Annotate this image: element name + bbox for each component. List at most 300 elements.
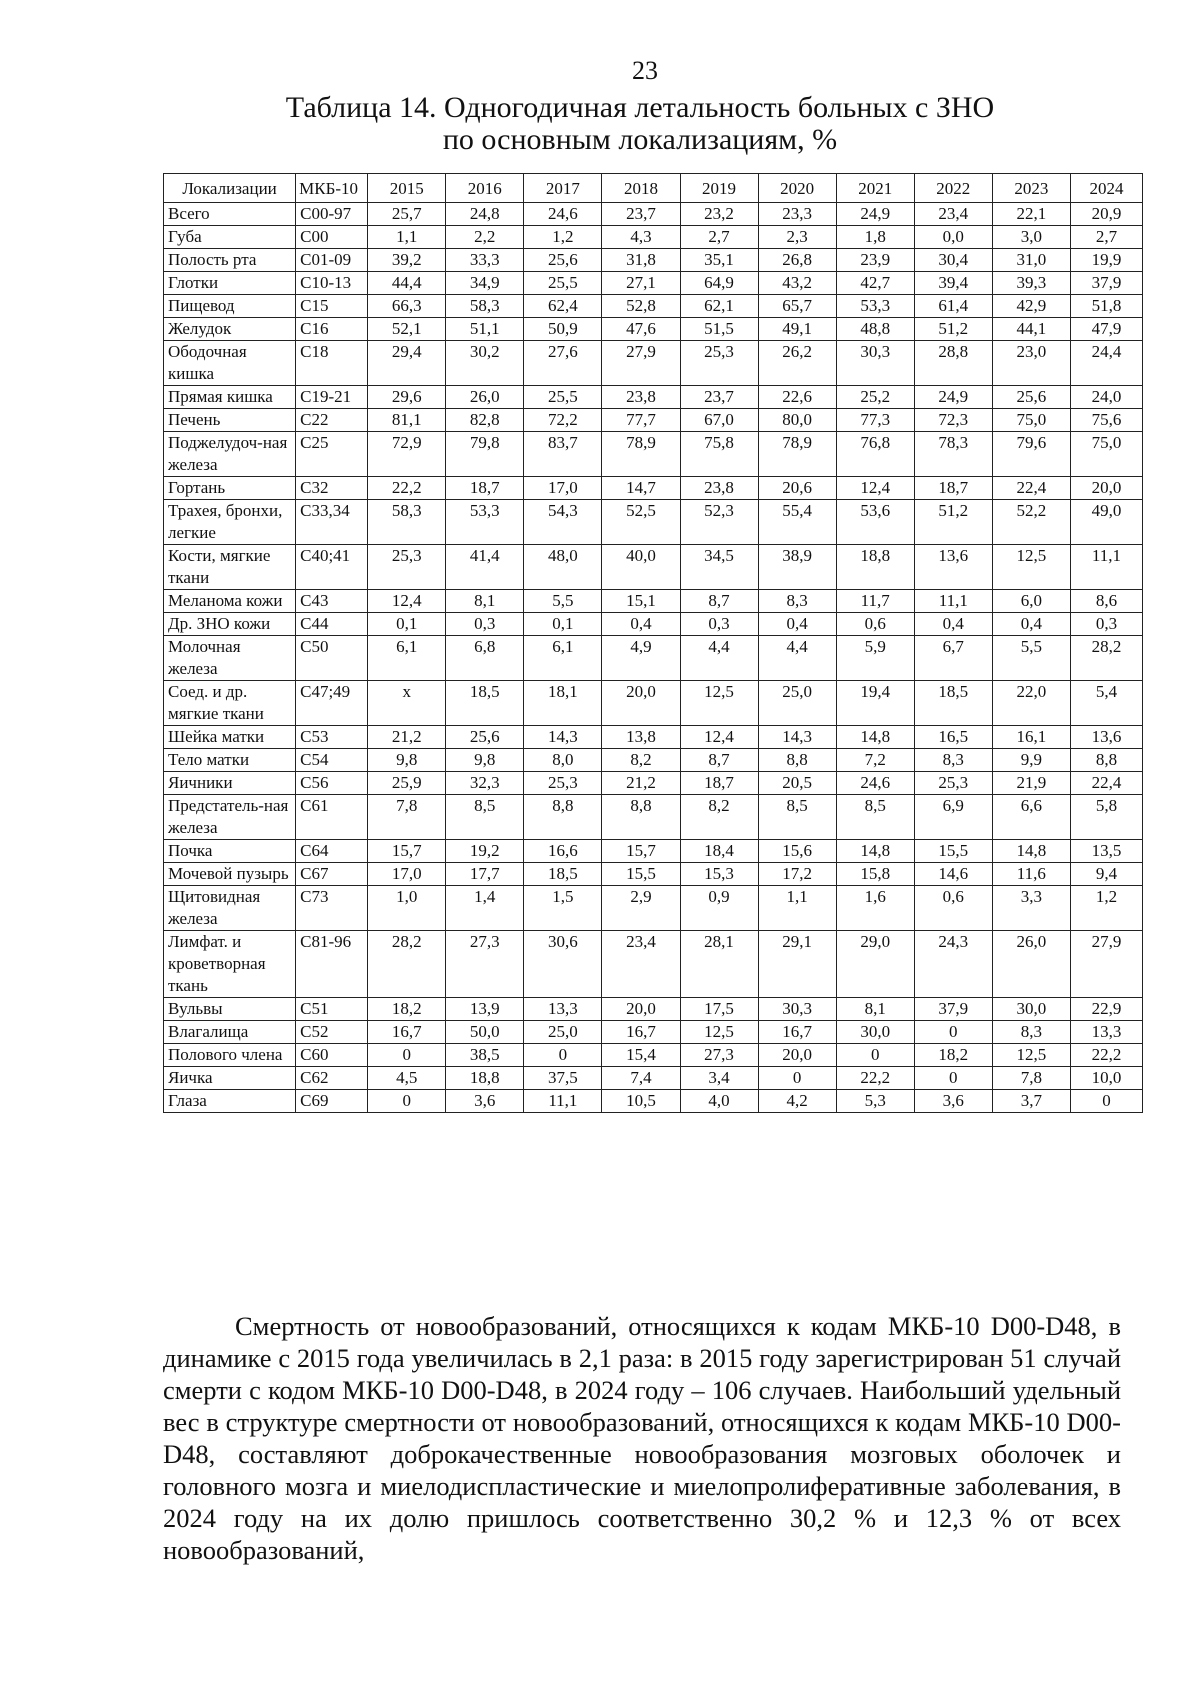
cell-icd: С69 <box>296 1090 368 1113</box>
cell-value: 0,3 <box>446 613 524 636</box>
cell-icd: С00 <box>296 226 368 249</box>
cell-value: 0,4 <box>992 613 1070 636</box>
cell-value: 43,2 <box>758 272 836 295</box>
cell-value: 55,4 <box>758 500 836 545</box>
cell-value: 75,6 <box>1070 409 1142 432</box>
cell-value: 52,5 <box>602 500 680 545</box>
cell-value: 20,9 <box>1070 203 1142 226</box>
cell-value: 51,1 <box>446 318 524 341</box>
header-year: 2015 <box>368 174 446 203</box>
cell-value: 27,9 <box>602 341 680 386</box>
cell-localization: Губа <box>164 226 296 249</box>
cell-value: 16,7 <box>758 1021 836 1044</box>
cell-value: 6,9 <box>914 795 992 840</box>
header-year: 2019 <box>680 174 758 203</box>
cell-value: 18,8 <box>836 545 914 590</box>
cell-icd: С64 <box>296 840 368 863</box>
cell-value: 13,3 <box>524 998 602 1021</box>
cell-value: 30,4 <box>914 249 992 272</box>
header-year: 2022 <box>914 174 992 203</box>
cell-icd: С15 <box>296 295 368 318</box>
cell-localization: Глотки <box>164 272 296 295</box>
cell-value: 81,1 <box>368 409 446 432</box>
cell-value: 0 <box>368 1044 446 1067</box>
cell-value: 13,6 <box>1070 726 1142 749</box>
cell-value: 12,4 <box>836 477 914 500</box>
cell-value: 42,7 <box>836 272 914 295</box>
table-row <box>164 636 1143 681</box>
cell-value: 30,2 <box>446 341 524 386</box>
cell-value: 79,6 <box>992 432 1070 477</box>
cell-icd: С40;41 <box>296 545 368 590</box>
cell-value: 25,5 <box>524 386 602 409</box>
header-year: 2021 <box>836 174 914 203</box>
cell-value: 14,3 <box>524 726 602 749</box>
cell-value: 14,6 <box>914 863 992 886</box>
cell-value: 9,4 <box>1070 863 1142 886</box>
page-number: 23 <box>632 56 658 85</box>
cell-value: 1,2 <box>1070 886 1142 931</box>
cell-value: 12,5 <box>680 1021 758 1044</box>
cell-localization: Ободочная кишка <box>164 341 296 386</box>
cell-value: 22,9 <box>1070 998 1142 1021</box>
cell-value: 8,8 <box>602 795 680 840</box>
cell-localization: Пищевод <box>164 295 296 318</box>
cell-value: 22,0 <box>992 681 1070 726</box>
cell-value: 5,3 <box>836 1090 914 1113</box>
cell-value: 27,6 <box>524 341 602 386</box>
cell-value: 54,3 <box>524 500 602 545</box>
cell-value: 8,6 <box>1070 590 1142 613</box>
cell-value: 6,8 <box>446 636 524 681</box>
cell-icd: С67 <box>296 863 368 886</box>
cell-icd: С19-21 <box>296 386 368 409</box>
cell-value: 26,0 <box>446 386 524 409</box>
cell-icd: С44 <box>296 613 368 636</box>
cell-value: 39,4 <box>914 272 992 295</box>
cell-value: 16,7 <box>602 1021 680 1044</box>
cell-value: 3,7 <box>992 1090 1070 1113</box>
table-row <box>164 203 1143 226</box>
table-body <box>164 203 1143 1113</box>
cell-value: 16,7 <box>368 1021 446 1044</box>
cell-value: 8,5 <box>446 795 524 840</box>
table-row <box>164 772 1143 795</box>
cell-value: 22,2 <box>1070 1044 1142 1067</box>
cell-value: 1,8 <box>836 226 914 249</box>
cell-value: 39,2 <box>368 249 446 272</box>
cell-value: 0 <box>914 1067 992 1090</box>
header-row <box>164 174 1143 203</box>
cell-localization: Гортань <box>164 477 296 500</box>
cell-value: 29,1 <box>758 931 836 998</box>
header-year: 2018 <box>602 174 680 203</box>
cell-value: 23,7 <box>602 203 680 226</box>
table-row <box>164 863 1143 886</box>
cell-value: 2,3 <box>758 226 836 249</box>
cell-value: 11,6 <box>992 863 1070 886</box>
cell-value: 48,8 <box>836 318 914 341</box>
cell-value: 3,0 <box>992 226 1070 249</box>
cell-value: 51,5 <box>680 318 758 341</box>
cell-value: 24,9 <box>914 386 992 409</box>
cell-value: 9,9 <box>992 749 1070 772</box>
cell-value: 12,4 <box>368 590 446 613</box>
cell-value: 13,6 <box>914 545 992 590</box>
cell-value: 24,6 <box>836 772 914 795</box>
cell-value: 30,0 <box>836 1021 914 1044</box>
cell-icd: С33,34 <box>296 500 368 545</box>
cell-value: 2,9 <box>602 886 680 931</box>
cell-value: 17,0 <box>368 863 446 886</box>
cell-localization: Молочная железа <box>164 636 296 681</box>
cell-value: 15,7 <box>368 840 446 863</box>
cell-localization: Яичники <box>164 772 296 795</box>
table-row <box>164 726 1143 749</box>
cell-value: 15,5 <box>914 840 992 863</box>
cell-value: 5,5 <box>524 590 602 613</box>
cell-value: 79,8 <box>446 432 524 477</box>
cell-value: 25,3 <box>524 772 602 795</box>
cell-value: 0 <box>914 1021 992 1044</box>
table-row <box>164 590 1143 613</box>
cell-value: 4,5 <box>368 1067 446 1090</box>
cell-value: 16,1 <box>992 726 1070 749</box>
cell-value: 23,4 <box>602 931 680 998</box>
cell-value: 25,2 <box>836 386 914 409</box>
cell-value: 47,6 <box>602 318 680 341</box>
cell-value: 25,7 <box>368 203 446 226</box>
cell-value: 3,3 <box>992 886 1070 931</box>
cell-value: 28,2 <box>1070 636 1142 681</box>
cell-value: 20,5 <box>758 772 836 795</box>
cell-icd: С53 <box>296 726 368 749</box>
cell-value: 0,4 <box>602 613 680 636</box>
cell-value: 25,6 <box>992 386 1070 409</box>
cell-value: 0,1 <box>368 613 446 636</box>
cell-value: 31,8 <box>602 249 680 272</box>
cell-value: 29,0 <box>836 931 914 998</box>
cell-value: 3,6 <box>914 1090 992 1113</box>
header-icd: МКБ-10 <box>296 174 368 203</box>
cell-localization: Полость рта <box>164 249 296 272</box>
cell-value: 65,7 <box>758 295 836 318</box>
cell-value: 25,3 <box>680 341 758 386</box>
table-row <box>164 226 1143 249</box>
header-localization: Локализации <box>164 174 296 203</box>
cell-value: 23,7 <box>680 386 758 409</box>
cell-value: 72,3 <box>914 409 992 432</box>
table-row <box>164 432 1143 477</box>
cell-value: 42,9 <box>992 295 1070 318</box>
cell-value: 17,7 <box>446 863 524 886</box>
cell-value: 4,4 <box>680 636 758 681</box>
cell-value: 7,4 <box>602 1067 680 1090</box>
cell-localization: Предстатель-ная железа <box>164 795 296 840</box>
cell-value: 25,0 <box>524 1021 602 1044</box>
cell-value: 1,1 <box>758 886 836 931</box>
cell-value: 37,5 <box>524 1067 602 1090</box>
cell-value: 4,3 <box>602 226 680 249</box>
cell-value: 0 <box>836 1044 914 1067</box>
cell-value: 34,5 <box>680 545 758 590</box>
cell-value: 24,9 <box>836 203 914 226</box>
cell-value: 15,6 <box>758 840 836 863</box>
cell-value: 13,9 <box>446 998 524 1021</box>
cell-localization: Яичка <box>164 1067 296 1090</box>
cell-value: 18,2 <box>368 998 446 1021</box>
table-row <box>164 545 1143 590</box>
cell-value: 18,7 <box>914 477 992 500</box>
cell-value: 27,3 <box>446 931 524 998</box>
cell-value: 26,2 <box>758 341 836 386</box>
cell-value: 23,3 <box>758 203 836 226</box>
cell-value: 20,0 <box>1070 477 1142 500</box>
cell-value: 5,5 <box>992 636 1070 681</box>
cell-icd: С61 <box>296 795 368 840</box>
cell-value: 23,0 <box>992 341 1070 386</box>
cell-value: 15,3 <box>680 863 758 886</box>
cell-icd: С25 <box>296 432 368 477</box>
cell-value: 35,1 <box>680 249 758 272</box>
cell-localization: Почка <box>164 840 296 863</box>
cell-value: 19,2 <box>446 840 524 863</box>
cell-value: 78,9 <box>602 432 680 477</box>
table-row <box>164 1067 1143 1090</box>
cell-value: 3,4 <box>680 1067 758 1090</box>
cell-value: 22,4 <box>992 477 1070 500</box>
cell-value: 72,9 <box>368 432 446 477</box>
table-title-line-2: по основным локализациям, % <box>442 123 838 156</box>
cell-value: 51,2 <box>914 500 992 545</box>
cell-value: 1,0 <box>368 886 446 931</box>
cell-value: 62,4 <box>524 295 602 318</box>
cell-value: 58,3 <box>446 295 524 318</box>
cell-value: 1,1 <box>368 226 446 249</box>
table-row <box>164 477 1143 500</box>
cell-value: 12,5 <box>680 681 758 726</box>
cell-value: 27,9 <box>1070 931 1142 998</box>
cell-value: 20,0 <box>602 998 680 1021</box>
cell-value: 25,6 <box>524 249 602 272</box>
cell-value: 50,9 <box>524 318 602 341</box>
cell-value: 30,3 <box>758 998 836 1021</box>
cell-value: х <box>368 681 446 726</box>
cell-value: 44,1 <box>992 318 1070 341</box>
cell-value: 52,2 <box>992 500 1070 545</box>
cell-value: 8,3 <box>992 1021 1070 1044</box>
cell-value: 29,4 <box>368 341 446 386</box>
cell-value: 0,6 <box>836 613 914 636</box>
cell-localization: Желудок <box>164 318 296 341</box>
cell-value: 8,2 <box>602 749 680 772</box>
cell-localization: Др. ЗНО кожи <box>164 613 296 636</box>
table-title-line-1: Таблица 14. Одногодичная летальность больных с ЗНО <box>285 91 995 124</box>
cell-icd: С47;49 <box>296 681 368 726</box>
cell-value: 25,9 <box>368 772 446 795</box>
cell-value: 5,4 <box>1070 681 1142 726</box>
cell-value: 5,8 <box>1070 795 1142 840</box>
cell-value: 22,2 <box>836 1067 914 1090</box>
cell-value: 48,0 <box>524 545 602 590</box>
cell-value: 8,2 <box>680 795 758 840</box>
cell-value: 16,5 <box>914 726 992 749</box>
cell-value: 28,2 <box>368 931 446 998</box>
cell-value: 30,0 <box>992 998 1070 1021</box>
cell-value: 22,6 <box>758 386 836 409</box>
lethality-table <box>163 173 1143 1113</box>
cell-icd: С01-09 <box>296 249 368 272</box>
cell-value: 64,9 <box>680 272 758 295</box>
cell-value: 22,2 <box>368 477 446 500</box>
cell-value: 44,4 <box>368 272 446 295</box>
cell-value: 0,9 <box>680 886 758 931</box>
cell-value: 6,1 <box>368 636 446 681</box>
cell-localization: Мочевой пузырь <box>164 863 296 886</box>
cell-localization: Прямая кишка <box>164 386 296 409</box>
cell-value: 25,3 <box>368 545 446 590</box>
cell-value: 18,7 <box>680 772 758 795</box>
cell-value: 21,9 <box>992 772 1070 795</box>
cell-value: 47,9 <box>1070 318 1142 341</box>
cell-icd: С32 <box>296 477 368 500</box>
cell-value: 14,7 <box>602 477 680 500</box>
cell-value: 15,7 <box>602 840 680 863</box>
table-row <box>164 386 1143 409</box>
cell-value: 23,8 <box>680 477 758 500</box>
cell-value: 10,0 <box>1070 1067 1142 1090</box>
cell-value: 37,9 <box>914 998 992 1021</box>
cell-value: 78,9 <box>758 432 836 477</box>
cell-value: 27,1 <box>602 272 680 295</box>
cell-value: 18,5 <box>446 681 524 726</box>
cell-value: 4,9 <box>602 636 680 681</box>
cell-value: 66,3 <box>368 295 446 318</box>
cell-value: 7,2 <box>836 749 914 772</box>
cell-value: 52,8 <box>602 295 680 318</box>
cell-value: 0,1 <box>524 613 602 636</box>
cell-value: 0,0 <box>914 226 992 249</box>
cell-value: 18,8 <box>446 1067 524 1090</box>
cell-value: 15,1 <box>602 590 680 613</box>
cell-value: 25,5 <box>524 272 602 295</box>
table-row <box>164 409 1143 432</box>
cell-value: 8,7 <box>680 749 758 772</box>
cell-value: 23,9 <box>836 249 914 272</box>
cell-value: 18,1 <box>524 681 602 726</box>
cell-value: 17,0 <box>524 477 602 500</box>
cell-value: 0 <box>1070 1090 1142 1113</box>
cell-value: 61,4 <box>914 295 992 318</box>
cell-value: 6,6 <box>992 795 1070 840</box>
cell-value: 20,0 <box>602 681 680 726</box>
cell-icd: С81-96 <box>296 931 368 998</box>
cell-localization: Трахея, бронхи, легкие <box>164 500 296 545</box>
cell-localization: Вульвы <box>164 998 296 1021</box>
cell-value: 30,6 <box>524 931 602 998</box>
cell-value: 0,6 <box>914 886 992 931</box>
cell-value: 3,6 <box>446 1090 524 1113</box>
cell-value: 20,6 <box>758 477 836 500</box>
cell-value: 18,2 <box>914 1044 992 1067</box>
header-year: 2024 <box>1070 174 1142 203</box>
cell-value: 50,0 <box>446 1021 524 1044</box>
header-year: 2023 <box>992 174 1070 203</box>
cell-localization: Соед. и др. мягкие ткани <box>164 681 296 726</box>
cell-value: 52,1 <box>368 318 446 341</box>
cell-value: 33,3 <box>446 249 524 272</box>
cell-icd: С60 <box>296 1044 368 1067</box>
cell-localization: Шейка матки <box>164 726 296 749</box>
cell-value: 51,2 <box>914 318 992 341</box>
cell-value: 83,7 <box>524 432 602 477</box>
cell-value: 53,3 <box>836 295 914 318</box>
table-row <box>164 840 1143 863</box>
table-row <box>164 681 1143 726</box>
cell-value: 7,8 <box>368 795 446 840</box>
cell-value: 2,7 <box>680 226 758 249</box>
cell-value: 24,4 <box>1070 341 1142 386</box>
cell-value: 23,2 <box>680 203 758 226</box>
cell-value: 25,0 <box>758 681 836 726</box>
cell-value: 17,5 <box>680 998 758 1021</box>
cell-value: 18,7 <box>446 477 524 500</box>
cell-icd: С73 <box>296 886 368 931</box>
cell-localization: Меланома кожи <box>164 590 296 613</box>
cell-icd: С51 <box>296 998 368 1021</box>
cell-value: 21,2 <box>368 726 446 749</box>
cell-value: 30,3 <box>836 341 914 386</box>
cell-value: 8,1 <box>446 590 524 613</box>
cell-icd: С52 <box>296 1021 368 1044</box>
cell-value: 8,3 <box>758 590 836 613</box>
body-paragraph: Смертность от новообразований, относящихся к кодам МКБ-10 D00-D48, в динамике с 2015 года увеличилась в 2,1 раза: в 2015 году зарегистрирован 51 случай смерти с кодом МКБ-10 D00-D48, в 2024 году – 106 случаев. Наибольший удельный вес в структуре смертности от новообразований, относящихся к кодам МКБ-10 D00-D48, составляют доброкачественные новообразования мозговых оболочек и головного мозга и миелодиспластические и миелопролиферативные заболевания, в 2024 году на их долю пришлось соответственно 30,2 % и 12,3 % от всех новообразований, <box>163 1311 1121 1565</box>
cell-value: 12,5 <box>992 1044 1070 1067</box>
table-row <box>164 998 1143 1021</box>
cell-value: 1,2 <box>524 226 602 249</box>
cell-value: 24,6 <box>524 203 602 226</box>
cell-value: 12,4 <box>680 726 758 749</box>
cell-value: 41,4 <box>446 545 524 590</box>
cell-value: 8,0 <box>524 749 602 772</box>
table-row <box>164 500 1143 545</box>
cell-value: 24,8 <box>446 203 524 226</box>
cell-value: 8,1 <box>836 998 914 1021</box>
cell-value: 37,9 <box>1070 272 1142 295</box>
table-row <box>164 272 1143 295</box>
table-row <box>164 295 1143 318</box>
table-row <box>164 341 1143 386</box>
table-row <box>164 1021 1143 1044</box>
cell-value: 6,7 <box>914 636 992 681</box>
cell-icd: С22 <box>296 409 368 432</box>
cell-value: 17,2 <box>758 863 836 886</box>
cell-value: 21,2 <box>602 772 680 795</box>
cell-value: 6,0 <box>992 590 1070 613</box>
cell-icd: С50 <box>296 636 368 681</box>
cell-value: 14,3 <box>758 726 836 749</box>
cell-icd: С43 <box>296 590 368 613</box>
cell-value: 72,2 <box>524 409 602 432</box>
table-row <box>164 1044 1143 1067</box>
cell-value: 1,6 <box>836 886 914 931</box>
table-row <box>164 931 1143 998</box>
cell-value: 27,3 <box>680 1044 758 1067</box>
table-row <box>164 249 1143 272</box>
cell-icd: С62 <box>296 1067 368 1090</box>
cell-localization: Полового члена <box>164 1044 296 1067</box>
cell-value: 18,4 <box>680 840 758 863</box>
